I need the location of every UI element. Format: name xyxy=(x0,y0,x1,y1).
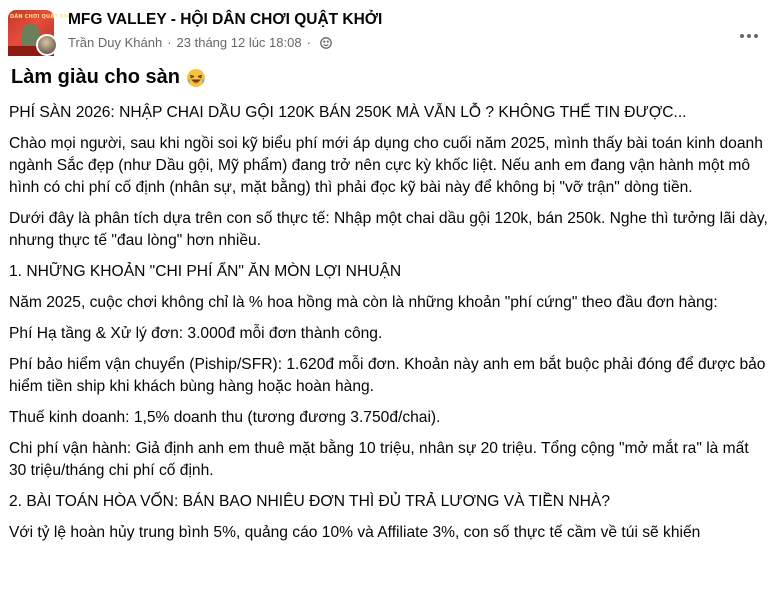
author-avatar[interactable] xyxy=(36,34,58,56)
meta-separator-2: · xyxy=(306,35,311,50)
globe-icon xyxy=(320,37,332,49)
post-paragraph: Chi phí vận hành: Giả định anh em thuê mặt bằng 10 triệu, nhân sự 20 triệu. Tổng cộng "mở mắt ra" là mất 30 triệu/tháng chi phí cố định. xyxy=(9,440,749,479)
post-paragraph: Phí Hạ tầng & Xử lý đơn: 3.000đ mỗi đơn thành công. xyxy=(9,325,383,342)
post-paragraph: 2. BÀI TOÁN HÒA VỐN: BÁN BAO NHIÊU ĐƠN THÌ ĐỦ TRẢ LƯƠNG VÀ TIỀN NHÀ? xyxy=(9,493,610,510)
post-timestamp-link[interactable]: 23 tháng 12 lúc 18:08 xyxy=(176,35,302,50)
post-paragraph: Dưới đây là phân tích dựa trên con số thực tế: Nhập một chai dầu gội 120k, bán 250k. Nghe thì tưởng lãi dày, nhưng thực tế "đau lòng" hơn nhiều. xyxy=(9,210,768,249)
post-paragraph: Thuế kinh doanh: 1,5% doanh thu (tương đương 3.750đ/chai). xyxy=(9,409,441,426)
post-header xyxy=(8,6,766,58)
post-paragraph: Chào mọi người, sau khi ngồi soi kỹ biểu phí mới áp dụng cho cuối năm 2025, mình thấy bài toán kinh doanh ngành Sắc đẹp (như Dầu gội, Mỹ phẩm) đang trở nên cực kỳ khốc liệt. Nếu anh em đang vận hành một mô hình có chi phí cố định (nhân sự, mặt bằng) thì phải đọc kỹ bài này để không bị "vỡ trận" dòng tiền. xyxy=(9,135,763,196)
post-title xyxy=(11,66,206,89)
post-title-text: Làm giàu cho sàn xyxy=(11,66,180,88)
post-paragraph: Năm 2025, cuộc chơi không chỉ là % hoa hồng mà còn là những khoản "phí cứng" theo đầu đơn hàng: xyxy=(9,294,718,311)
post-meta xyxy=(68,35,332,50)
post-body xyxy=(9,102,769,553)
post-paragraph: PHÍ SÀN 2026: NHẬP CHAI DẦU GỘI 120K BÁN 250K MÀ VẪN LỖ ? KHÔNG THỂ TIN ĐƯỢC... xyxy=(9,104,687,121)
more-options-button[interactable] xyxy=(733,20,765,52)
group-avatar-text: DÂN CHƠI QUẬT KHỞI xyxy=(10,14,75,20)
author-name-link[interactable]: Trần Duy Khánh xyxy=(68,35,163,50)
post-paragraph: Phí bảo hiểm vận chuyển (Piship/SFR): 1.620đ mỗi đơn. Khoản này anh em bắt buộc phải đóng để được bảo hiểm tiền ship khi khách bùng hàng hoặc hoàn hàng. xyxy=(9,356,766,395)
group-name-link[interactable]: MFG VALLEY - HỘI DÂN CHƠI QUẬT KHỞI xyxy=(68,11,383,28)
post-paragraph: 1. NHỮNG KHOẢN "CHI PHÍ ẨN" ĂN MÒN LỢI NHUẬN xyxy=(9,263,402,280)
post-paragraph: Với tỷ lệ hoàn hủy trung bình 5%, quảng cáo 10% và Affiliate 3%, con số thực tế cầm về túi sẽ khiến xyxy=(9,524,701,541)
more-options-icon xyxy=(740,34,758,38)
laughing-emoji-icon xyxy=(186,68,206,88)
meta-separator: · xyxy=(167,35,172,50)
